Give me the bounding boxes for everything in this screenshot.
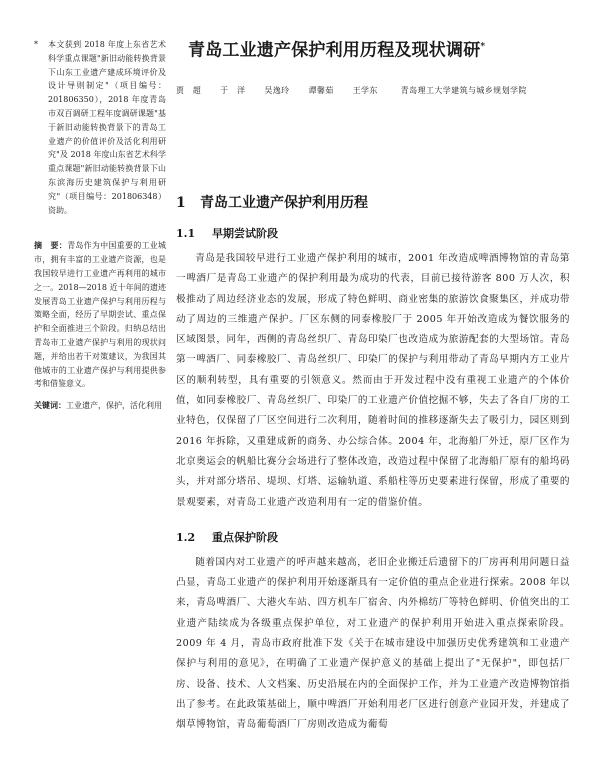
- section-title: 青岛工业遗产保护利用历程: [200, 195, 368, 211]
- section-number: 1: [176, 195, 186, 211]
- main-column: [176, 34, 570, 736]
- subsection-heading: [176, 529, 570, 547]
- subsection-number: 1.2: [176, 530, 196, 544]
- title-footnote-marker: *: [480, 42, 486, 52]
- keywords-text: 工业遗产，保护，活化利用: [66, 401, 162, 411]
- author-name: 王学东: [352, 86, 378, 95]
- section-heading: [176, 193, 570, 213]
- author-line: [176, 84, 570, 98]
- subsection-title: 重点保护阶段: [212, 530, 278, 544]
- keywords-label: 关键词：: [34, 400, 66, 411]
- abstract: [34, 239, 166, 391]
- paper-title-text: 青岛工业遗产保护利用历程及现状调研: [188, 40, 481, 61]
- keywords: [34, 399, 166, 413]
- fund-note: [34, 38, 166, 217]
- paper-title: [188, 34, 570, 60]
- abstract-label: 摘 要：: [34, 240, 68, 251]
- fund-note-text: 本文获到 2018 年度上东省艺术科学重点课题"新旧动能转换背景下山东工业遗产建成环境评价及设计导则制定"（项目编号：201806350），2018 年度青岛市双百调研工程年度调研课题"基于新旧动能转换背景下的青岛工业遗产的价值评价及活化利用研究"及 2018 年度山东省艺术科学重点课题"新旧动能转换背景下山东滨海历史建筑保护与利用研究"（项目编号：201806348）资助。: [48, 40, 166, 215]
- body-paragraph: 随着国内对工业遗产的呼声越来越高，老旧企业搬迁后遗留下的厂房再利用问题日益凸显，青岛工业遗产的保护利用开始逐渐具有一定价值的重点企业进行探索。2008 年以来，青岛啤酒厂、大港火车站、四方机车厂宿舍、内外棉纺厂等特色鲜明、价值突出的工业遗产陆续成为各级重点保护单位，对工业遗产的保护利用开始进入重点探索阶段。2009 年 4 月，青岛市政府批准下发《关于在城市建设中加强历史优秀建筑和工业遗产保护与利用的意见》，在明确了工业遗产保护意义的基础上提出了"无保护"，即包括厂房、设备、技术、人文档案、历史沿展在内的全面保护工作，并为工业遗产改造博物馆指出了参考。在此政策基础上，顺中啤酒厂开始利用老厂区进行创意产业园开发，并建成了烟草博物馆，青岛葡萄酒厂厂房则改造成为葡萄: [176, 556, 570, 731]
- author-name: 谭馨茹: [308, 86, 334, 95]
- subsection-heading: [176, 225, 570, 243]
- fund-note-marker: *: [34, 40, 38, 49]
- abstract-text: 青岛作为中国重要的工业城市，拥有丰富的工业遗产资源，也是我国较早进行工业遗产再利用的城市之一。2018—2018 近十年间的遗迹发展青岛工业遗产保护与利用历程与策略全面，经历了早期尝试、重点保护和全面推进三个阶段。归纳总结出青岛市工业遗产保护与利用的现状问题，并给出若干对策建议，为我国其他城市的工业遗产保护与利用提供参考和借鉴意义。: [34, 241, 167, 389]
- subsection-title: 早期尝试阶段: [212, 227, 278, 240]
- sidebar-notes: [34, 38, 166, 413]
- author-name: 贾 超: [176, 86, 202, 95]
- body-paragraph: 青岛是我国较早进行工业遗产保护利用的城市，2001 年改造成啤酒博物馆的青岛第一啤酒厂是青岛工业遗产的保护利用最为成功的代表，目前已接待游客 800 万人次，积极推动了周边经济业态的发展，形成了特色鲜明、商业密集的旅游饮食聚集区，并成功带动了周边的三维遗产保护。厂区东侧的同泰橡胶厂于 2005 年开始改造成为餐饮服务的区域图景，同年，西侧的青岛丝织厂、青岛印染厂也改造成为旅游配套的大型场馆。青岛第一啤酒厂、同泰橡胶厂、青岛丝织厂、印染厂的保护与利用带动了青岛早期内方工业片区的顺利转型，具有重要的引领意义。然而由于开发过程中没有重视工业遗产的个体价值，如同泰橡胶厂、青岛丝织厂、印染厂的工业遗产价值挖掘不够，失去了各自厂房的工业特色，仅保留了厂区空间进行二次利用，随着时间的推移逐渐失去了吸引力，园区则到 2016 年拆除，又重建成新的商务、办公综合体。2004 年，北海船厂外迁，原厂区作为北京奥运会的帆船比赛分会场进行了整体改造，改造过程中保留了北海船厂原有的船坞码头，并对部分塔吊、堤坝、灯塔、运输轨道、系船柱等历史要素进行保留，形成了重要的景观要素，对青岛工业遗产改造利用有一定的借鉴价值。: [176, 253, 570, 508]
- subsection-number: 1.1: [176, 227, 196, 240]
- author-name: 吴逸玲: [264, 86, 290, 95]
- author-affiliation: 青岛理工大学建筑与城乡规划学院: [400, 86, 527, 95]
- author-name: 于 洋: [220, 86, 246, 95]
